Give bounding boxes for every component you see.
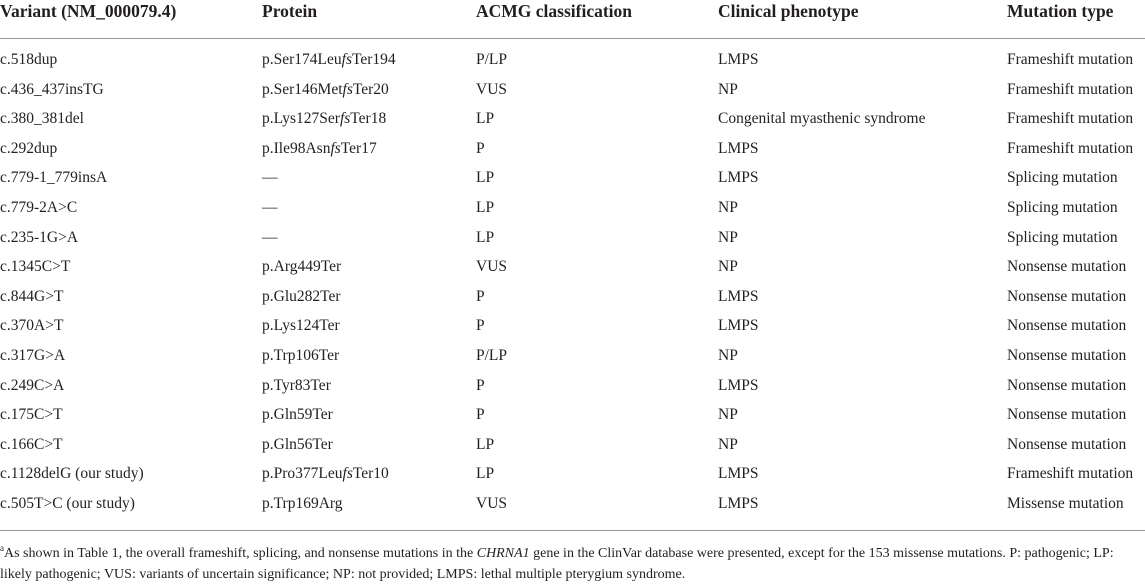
cell-variant: c.844G>T: [0, 287, 64, 305]
header-rule: [0, 38, 1145, 39]
protein-prefix: p.Trp106Ter: [262, 346, 340, 364]
protein-prefix: p.Ser146Met: [262, 80, 343, 98]
header-protein: Protein: [262, 1, 318, 21]
cell-acmg: P: [476, 317, 485, 335]
protein-prefix: —: [262, 169, 278, 187]
cell-phenotype: LMPS: [718, 287, 759, 305]
protein-prefix: p.Ile98Asn: [262, 139, 331, 157]
cell-protein: [262, 288, 341, 306]
protein-prefix: p.Lys127Ser: [262, 110, 340, 128]
cell-acmg: P: [476, 139, 485, 157]
protein-suffix: Ter20: [352, 80, 389, 98]
protein-prefix: p.Arg449Ter: [262, 258, 342, 276]
cell-acmg: VUS: [476, 80, 508, 98]
cell-acmg: LP: [476, 465, 495, 483]
cell-variant: c.779-1_779insA: [0, 169, 108, 187]
table-row: [0, 431, 1145, 461]
footnote-mark: a: [0, 543, 4, 553]
cell-mutation-type: Frameshift mutation: [1007, 51, 1134, 68]
cell-variant: c.436_437insTG: [0, 80, 104, 98]
cell-acmg: P: [476, 406, 485, 424]
cell-acmg: VUS: [476, 258, 508, 276]
cell-protein: [262, 51, 396, 69]
cell-variant: c.779-2A>C: [0, 198, 78, 216]
protein-suffix: Ter10: [352, 465, 389, 483]
cell-phenotype: LMPS: [718, 51, 759, 68]
cell-mutation-type: Nonsense mutation: [1007, 406, 1127, 424]
cell-variant: c.317G>A: [0, 346, 66, 364]
cell-acmg: LP: [476, 228, 495, 246]
table-header: [0, 0, 1145, 38]
cell-mutation-type: Nonsense mutation: [1007, 317, 1127, 335]
protein-prefix: p.Ser174Leu: [262, 51, 342, 68]
cell-variant: c.249C>A: [0, 376, 65, 394]
protein-prefix: p.Glu282Ter: [262, 287, 341, 305]
cell-variant: c.370A>T: [0, 317, 64, 335]
cell-variant: c.292dup: [0, 139, 58, 157]
cell-mutation-type: Splicing mutation: [1007, 169, 1118, 187]
protein-prefix: —: [262, 198, 278, 216]
protein-suffix: Ter18: [350, 110, 387, 128]
table-row: [0, 460, 1145, 490]
cell-variant: c.1128delG (our study): [0, 465, 144, 483]
cell-phenotype: LMPS: [718, 317, 759, 335]
cell-phenotype: NP: [718, 198, 738, 216]
cell-phenotype: NP: [718, 406, 738, 424]
header-mutation-type: Mutation type: [1007, 1, 1114, 21]
protein-suffix: Ter194: [351, 51, 396, 68]
table-row: [0, 312, 1145, 342]
protein-fs: fs: [341, 51, 352, 68]
cell-variant: c.380_381del: [0, 110, 84, 128]
cell-mutation-type: Nonsense mutation: [1007, 287, 1127, 305]
cell-phenotype: NP: [718, 228, 738, 246]
protein-fs: fs: [330, 139, 341, 157]
cell-phenotype: NP: [718, 346, 738, 364]
cell-variant: c.235-1G>A: [0, 228, 79, 246]
cell-mutation-type: Frameshift mutation: [1007, 465, 1134, 483]
cell-mutation-type: Nonsense mutation: [1007, 258, 1127, 276]
cell-protein: [262, 199, 278, 217]
cell-protein: [262, 495, 343, 513]
bottom-rule: [0, 530, 1145, 531]
cell-phenotype: NP: [718, 258, 738, 276]
cell-mutation-type: Splicing mutation: [1007, 198, 1118, 216]
cell-acmg: P: [476, 287, 485, 305]
cell-acmg: LP: [476, 110, 495, 128]
cell-protein: [262, 140, 377, 158]
protein-suffix: Ter17: [340, 139, 377, 157]
table-row: [0, 283, 1145, 313]
cell-variant: c.175C>T: [0, 406, 63, 424]
table-row: [0, 490, 1145, 520]
cell-acmg: P/LP: [476, 51, 508, 68]
table-footnote: [0, 538, 1140, 585]
cell-protein: [262, 436, 333, 454]
cell-acmg: P/LP: [476, 346, 508, 364]
cell-phenotype: LMPS: [718, 465, 759, 483]
protein-prefix: p.Lys124Ter: [262, 317, 340, 335]
cell-protein: [262, 258, 341, 276]
cell-mutation-type: Frameshift mutation: [1007, 80, 1134, 98]
cell-mutation-type: Missense mutation: [1007, 494, 1124, 512]
cell-mutation-type: Splicing mutation: [1007, 228, 1118, 246]
table-row: [0, 342, 1145, 372]
cell-phenotype: LMPS: [718, 376, 759, 394]
cell-protein: [262, 465, 389, 483]
table-row: [0, 253, 1145, 283]
protein-prefix: —: [262, 228, 278, 246]
table-row: [0, 194, 1145, 224]
cell-mutation-type: Nonsense mutation: [1007, 346, 1127, 364]
cell-protein: [262, 169, 278, 187]
protein-fs: fs: [339, 110, 351, 128]
cell-protein: [262, 347, 339, 365]
cell-acmg: LP: [476, 169, 495, 187]
protein-prefix: p.Pro377Leu: [262, 465, 343, 483]
cell-mutation-type: Frameshift mutation: [1007, 110, 1134, 128]
cell-acmg: LP: [476, 435, 495, 453]
cell-mutation-type: Frameshift mutation: [1007, 139, 1134, 157]
cell-variant: c.518dup: [0, 51, 58, 68]
footnote-gene: CHRNA1: [476, 546, 530, 561]
cell-protein: [262, 229, 278, 247]
table-row: [0, 401, 1145, 431]
cell-variant: c.1345C>T: [0, 258, 71, 276]
cell-variant: c.505T>C (our study): [0, 494, 135, 512]
cell-phenotype: LMPS: [718, 494, 759, 512]
cell-phenotype: NP: [718, 80, 738, 98]
table-row: [0, 76, 1145, 106]
protein-prefix: p.Trp169Arg: [262, 494, 343, 512]
table-row: [0, 135, 1145, 165]
cell-mutation-type: Nonsense mutation: [1007, 376, 1127, 394]
cell-phenotype: NP: [718, 435, 738, 453]
table-row: [0, 164, 1145, 194]
protein-fs: fs: [342, 80, 353, 98]
protein-prefix: p.Tyr83Ter: [262, 376, 331, 394]
cell-protein: [262, 317, 340, 335]
cell-acmg: P: [476, 376, 485, 394]
cell-protein: [262, 377, 331, 395]
cell-phenotype: Congenital myasthenic syndrome: [718, 110, 926, 128]
cell-phenotype: LMPS: [718, 139, 759, 157]
cell-mutation-type: Nonsense mutation: [1007, 435, 1127, 453]
cell-protein: [262, 406, 333, 424]
cell-phenotype: LMPS: [718, 169, 759, 187]
table-row: [0, 46, 1145, 76]
header-phenotype: Clinical phenotype: [718, 1, 859, 21]
protein-fs: fs: [342, 465, 353, 483]
cell-acmg: LP: [476, 198, 495, 216]
cell-protein: [262, 110, 386, 128]
header-variant: Variant (NM_000079.4): [0, 1, 177, 21]
table-row: [0, 372, 1145, 402]
footnote-text-2: gene in the ClinVar database were presented, except for the 153 missense mutations. P: pathogenic; LP: likely pathogenic; VUS: variants of uncertain significance; NP: not provided; LMPS: lethal multiple pterygium syndrome.: [0, 546, 1114, 582]
cell-protein: [262, 81, 389, 99]
header-acmg: ACMG classification: [476, 1, 633, 21]
protein-prefix: p.Gln56Ter: [262, 435, 333, 453]
cell-variant: c.166C>T: [0, 435, 63, 453]
table-row: [0, 224, 1145, 254]
table-body: [0, 46, 1145, 520]
protein-prefix: p.Gln59Ter: [262, 406, 333, 424]
footnote-text-1: As shown in Table 1, the overall frameshift, splicing, and nonsense mutations in the: [4, 546, 477, 561]
table-row: [0, 105, 1145, 135]
cell-acmg: VUS: [476, 494, 508, 512]
